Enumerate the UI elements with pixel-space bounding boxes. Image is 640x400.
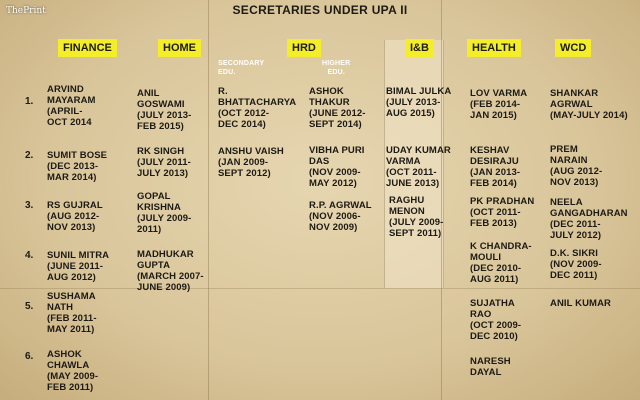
header-ib: I&B — [405, 39, 434, 57]
home-entry: GOPAL KRISHNA (JULY 2009- 2011) — [137, 191, 192, 235]
wcd-entry: NEELA GANGADHARAN (DEC 2011- JULY 2012) — [550, 197, 628, 241]
row-number: 4. — [25, 250, 34, 261]
hrd-secondary-entry: R. BHATTACHARYA (OCT 2012- DEC 2014) — [218, 86, 297, 130]
ib-entry: BIMAL JULKA (JULY 2013- AUG 2015) — [386, 86, 452, 119]
hrd-higher-entry: R.P. AGRWAL (NOV 2006- NOV 2009) — [309, 200, 372, 233]
row-number: 5. — [25, 301, 34, 312]
finance-entry: SUMIT BOSE (DEC 2013- MAR 2014) — [47, 150, 108, 183]
header-hrd: HRD — [287, 39, 321, 57]
row-number: 2. — [25, 150, 34, 161]
row-number: 1. — [25, 96, 34, 107]
ib-entry: RAGHU MENON (JULY 2009- SEPT 2011) — [389, 195, 444, 239]
hrd-higher-entry: ASHOK THAKUR (JUNE 2012- SEPT 2014) — [309, 86, 366, 130]
header-home: HOME — [158, 39, 201, 57]
finance-entry: ASHOK CHAWLA (MAY 2009- FEB 2011) — [47, 349, 99, 393]
health-entry: LOV VARMA (FEB 2014- JAN 2015) — [470, 88, 528, 121]
finance-entry: ARVIND MAYARAM (APRIL- OCT 2014 — [47, 84, 96, 128]
subheader-secondary: SECONDARY EDU. — [218, 60, 265, 76]
wcd-entry: PREM NARAIN (AUG 2012- NOV 2013) — [550, 144, 603, 188]
finance-entry: SUNIL MITRA (JUNE 2011- AUG 2012) — [47, 250, 110, 283]
paper-crease — [208, 0, 209, 400]
health-entry: SUJATHA RAO (OCT 2009- DEC 2010) — [470, 298, 522, 342]
wcd-entry: D.K. SIKRI (NOV 2009- DEC 2011) — [550, 248, 602, 281]
hrd-higher-entry: VIBHA PURI DAS (NOV 2009- MAY 2012) — [309, 145, 365, 189]
health-entry: K CHANDRA- MOULI (DEC 2010- AUG 2011) — [470, 241, 532, 285]
header-health: HEALTH — [467, 39, 521, 57]
brand-logo: ThePrint — [6, 6, 46, 16]
home-entry: RK SINGH (JULY 2011- JULY 2013) — [137, 146, 191, 179]
finance-entry: SUSHAMA NATH (FEB 2011- MAY 2011) — [47, 291, 97, 335]
health-entry: KESHAV DESIRAJU (JAN 2013- FEB 2014) — [470, 145, 521, 189]
header-finance: FINANCE — [58, 39, 117, 57]
home-entry: MADHUKAR GUPTA (MARCH 2007- JUNE 2009) — [137, 249, 204, 293]
header-wcd: WCD — [555, 39, 591, 57]
health-entry: PK PRADHAN (OCT 2011- FEB 2013) — [470, 196, 535, 229]
paper-crease — [0, 288, 640, 289]
finance-entry: RS GUJRAL (AUG 2012- NOV 2013) — [47, 200, 103, 233]
ib-entry: UDAY KUMAR VARMA (OCT 2011- JUNE 2013) — [386, 145, 451, 189]
hrd-secondary-entry: ANSHU VAISH (JAN 2009- SEPT 2012) — [218, 146, 284, 179]
row-number: 3. — [25, 200, 34, 211]
page-title: SECRETARIES UNDER UPA II — [232, 3, 408, 17]
home-entry: ANIL GOSWAMI (JULY 2013- FEB 2015) — [137, 88, 192, 132]
health-entry: NARESH DAYAL — [470, 356, 511, 378]
subheader-higher: HIGHER EDU. — [322, 60, 351, 76]
wcd-entry: SHANKAR AGRWAL (MAY-JULY 2014) — [550, 88, 628, 121]
wcd-entry: ANIL KUMAR — [550, 298, 611, 309]
row-number: 6. — [25, 351, 34, 362]
